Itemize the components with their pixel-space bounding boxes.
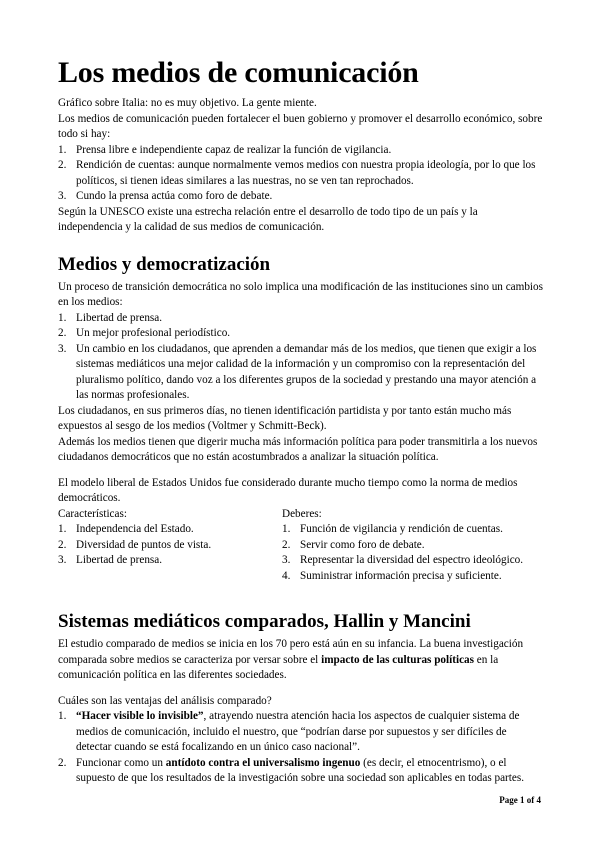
intro-line-1: Gráfico sobre Italia: no es muy objetivo. La gente miente. — [58, 97, 317, 109]
list-item: 2. Diversidad de puntos de vista. — [58, 538, 212, 551]
intro-list — [58, 143, 544, 205]
characteristics-label: Características: — [58, 507, 127, 520]
list-item: 2. Un mejor profesional periodístico. — [58, 327, 231, 339]
list-item: 3. Representar la diversidad del espectro ideológico. — [282, 554, 524, 566]
section1-para-3: El modelo liberal de Estados Unidos fue considerado durante mucho tiempo como la norma de medios democráticos. — [58, 476, 518, 504]
list-item: 1. “Hacer visible lo invisible”, atrayendo nuestra atención hacia los aspectos de cualquier sistema de medios de comunicación, incluido el nuestro, que “podrían darse por supuestos y ser difíciles de detectar cuando se está focalizando en un único caso nacional”. — [58, 710, 520, 753]
list-item: 2. Funcionar como un antídoto contra el universalismo ingenuo (es decir, el etnocentrismo), o el supuesto de que los resultados de la investigación sobre una sociedad son aplicables en todas partes. — [58, 756, 525, 784]
section2-question: Cuáles son las ventajas del análisis comparado? — [58, 694, 272, 707]
list-item: 3. Un cambio en los ciudadanos, que aprenden a demandar más de los medios, que tienen que exigir a los sistemas mediáticos una mejor calidad de la información y un compromiso con la representación del pluralismo político, dando voz a los diferentes grupos de la sociedad y prestando una mayor atención a las normas profesionales. — [58, 342, 537, 401]
list-item: 3. Cundo la prensa actúa como foro de debate. — [58, 190, 273, 202]
duties-column — [282, 507, 544, 585]
list-item: 1. Libertad de prensa. — [58, 311, 163, 324]
section2-list — [58, 709, 544, 787]
section1-lead: Un proceso de transición democrática no solo implica una modificación de las instituciones sino un cambios en los medios: — [58, 280, 543, 308]
section-heading-sistemas: Sistemas mediáticos comparados, Hallin y Mancini — [58, 611, 471, 632]
duties-label: Deberes: — [282, 507, 322, 520]
intro-line-2: Los medios de comunicación pueden fortalecer el buen gobierno y promover el desarrollo económico, sobre todo si hay: — [58, 112, 543, 140]
section1-list — [58, 311, 544, 404]
list-item: 2. Rendición de cuentas: aunque normalmente vemos medios con nuestra propia ideología, por lo que los políticos, si tienen ideas similares a las nuestras, no se ven tan reprochados. — [58, 159, 536, 187]
characteristics-column — [58, 507, 282, 585]
page-title: Los medios de comunicación — [58, 56, 419, 89]
list-item: 4. Suministrar información precisa y suficiente. — [282, 569, 502, 582]
list-item: 1. Función de vigilancia y rendición de cuentas. — [282, 523, 503, 535]
list-item: 2. Servir como foro de debate. — [282, 538, 425, 551]
section2-para: El estudio comparado de medios se inicia en los 70 pero está aún en su infancia. La buena investigación comparada sobre medios se caracteriza por versar sobre el impacto de las culturas políticas en la comunicación política en las diferentes sociedades. — [58, 638, 524, 681]
section1-para-2: Además los medios tienen que digerir mucha más información política para poder transmitirla a los nuevos ciudadanos democráticos que no están acostumbrados a analizar la situación política. — [58, 435, 538, 463]
document-page — [58, 56, 544, 787]
section1-para-1: Los ciudadanos, en sus primeros días, no tienen identificación partidista y por tanto están mucho más expuestos al sesgo de los medios (Voltmer y Schmitt-Beck). — [58, 404, 512, 432]
list-item: 1. Prensa libre e independiente capaz de realizar la función de vigilancia. — [58, 143, 392, 156]
list-item: 3. Libertad de prensa. — [58, 554, 163, 566]
two-column-lists — [58, 507, 544, 585]
section-heading-democratizacion: Medios y democratización — [58, 253, 271, 275]
page-number: Page 1 of 4 — [499, 795, 541, 805]
list-item: 1. Independencia del Estado. — [58, 523, 194, 535]
characteristics-list — [58, 522, 282, 569]
duties-list — [282, 522, 544, 584]
intro-outro: Según la UNESCO existe una estrecha relación entre el desarrollo de todo tipo de un país y la independencia y la calidad de sus medios de comunicación. — [58, 205, 478, 233]
